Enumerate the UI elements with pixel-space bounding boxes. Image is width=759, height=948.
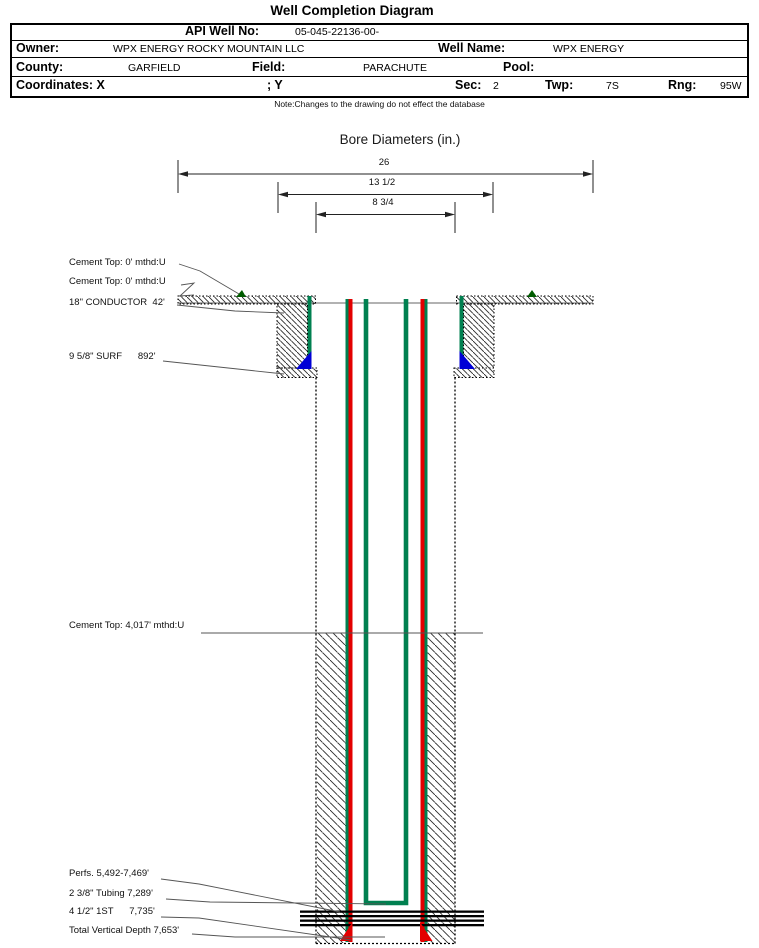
- api-value: 05-045-22136-00-: [295, 25, 380, 38]
- label-perfs: Perfs. 5,492-7,469': [69, 868, 149, 879]
- owner-label: Owner:: [16, 41, 60, 55]
- sec-value: 2: [493, 80, 499, 92]
- sec-label: Sec:: [455, 78, 482, 92]
- database-note: Note:Changes to the drawing do not effect the database: [274, 99, 485, 109]
- label-tvd: Total Vertical Depth 7,653': [69, 925, 180, 936]
- production-casing-right-green: [425, 299, 428, 942]
- rng-value: 95W: [720, 80, 742, 92]
- rng-label: Rng:: [668, 78, 697, 92]
- dim-label-8-3-4: 8 3/4: [372, 197, 394, 208]
- production-cement-hatch: [317, 633, 455, 943]
- well-name-label: Well Name:: [438, 41, 506, 55]
- page-title: Well Completion Diagram: [270, 3, 434, 18]
- surface-casing-left-foot: [277, 368, 317, 378]
- production-casing-left-green: [346, 299, 349, 942]
- county-label: County:: [16, 59, 64, 74]
- label-cement-top-surface-1: Cement Top: 0' mthd:U: [69, 257, 166, 268]
- label-production-casing: 4 1/2" 1ST 7,735': [69, 906, 155, 917]
- field-value: PARACHUTE: [363, 61, 427, 74]
- label-tubing: 2 3/8" Tubing 7,289': [69, 888, 153, 899]
- twp-value: 7S: [606, 80, 619, 92]
- county-value: GARFIELD: [128, 61, 181, 74]
- coordinates-y-label: ; Y: [267, 78, 283, 92]
- production-casing-left-red: [349, 299, 353, 942]
- tubing-string: [366, 299, 406, 903]
- label-surface-casing: 9 5/8" SURF 892': [69, 351, 156, 362]
- coordinates-label: Coordinates: X: [16, 78, 105, 92]
- production-casing: [346, 299, 428, 942]
- bore-diameters-title: Bore Diameters (in.): [339, 132, 461, 147]
- leader-conductor: [177, 305, 284, 313]
- twp-label: Twp:: [545, 78, 574, 92]
- label-conductor: 18" CONDUCTOR 42': [69, 297, 165, 308]
- bore-dimension-lines: [178, 160, 593, 233]
- leader-surface-casing: [163, 361, 284, 374]
- pool-label: Pool:: [503, 59, 535, 74]
- leader-cement-top-2-zigzag: [180, 283, 194, 296]
- dim-label-13-1-2: 13 1/2: [368, 177, 396, 188]
- label-cement-top-surface-2: Cement Top: 0' mthd:U: [69, 276, 166, 287]
- cement-top-marker-right: [527, 290, 537, 297]
- surface-casing-right-foot: [454, 368, 494, 378]
- owner-value: WPX ENERGY ROCKY MOUNTAIN LLC: [113, 43, 305, 55]
- field-label: Field:: [252, 59, 286, 74]
- label-cement-top-production: Cement Top: 4,017' mthd:U: [69, 620, 185, 631]
- dim-label-26: 26: [378, 157, 390, 168]
- api-label: API Well No:: [185, 23, 260, 38]
- leader-perfs: [161, 879, 340, 912]
- leader-tubing: [166, 899, 386, 904]
- leader-tvd: [192, 934, 385, 937]
- production-casing-right-red: [421, 299, 425, 942]
- well-name-value: WPX ENERGY: [553, 43, 625, 55]
- leader-cement-top-1: [179, 264, 239, 294]
